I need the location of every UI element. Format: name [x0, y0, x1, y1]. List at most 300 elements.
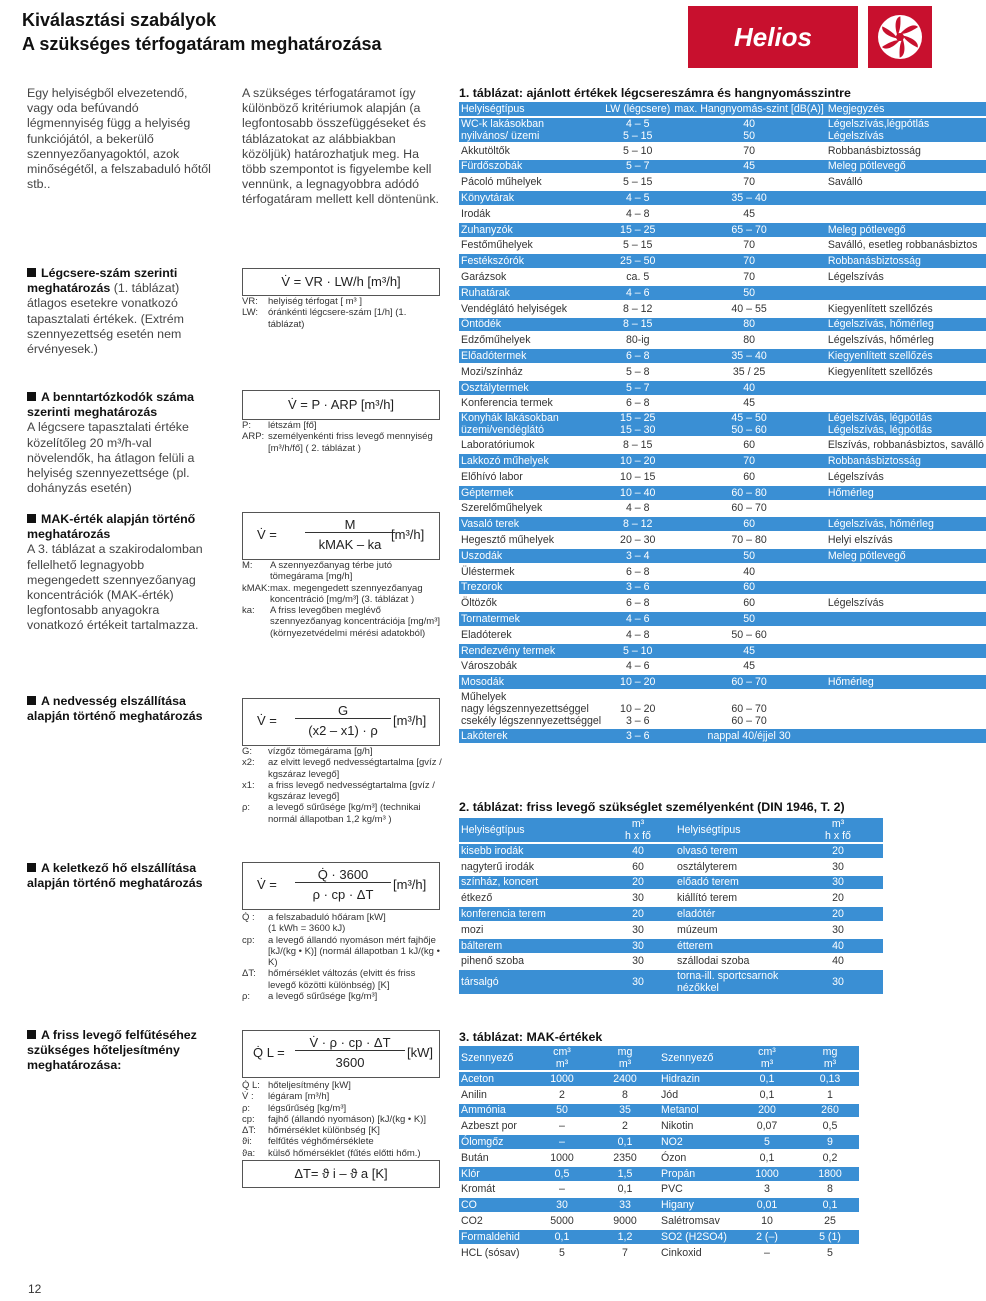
- definition-text: A friss levegőben meglévő szennyezőanyag koncentrációja [mg/m³] (környezetvédelmi mérési adatokból): [269, 605, 441, 639]
- table-cell: 4 – 5: [603, 191, 672, 205]
- table-cell: Lakkozó műhelyek: [459, 454, 603, 468]
- table-cell: 5: [801, 1246, 859, 1260]
- bullet-icon: [27, 514, 36, 523]
- definition-text: a felszabaduló hőáram [kW]: [268, 912, 386, 923]
- table-cell: 65 – 70: [672, 223, 826, 237]
- table-cell: Edzőműhelyek: [459, 333, 603, 347]
- table-cell: nagyterű irodák: [459, 860, 601, 874]
- table-cell: 0,5: [801, 1119, 859, 1133]
- definition-row: [242, 1091, 426, 1102]
- table-cell: 2 (–): [733, 1230, 801, 1244]
- table2: [459, 816, 883, 996]
- table-cell: 45 – 50 50 – 60: [672, 412, 826, 436]
- table-cell: 6 – 8: [603, 596, 672, 610]
- definition-row: [242, 1114, 426, 1125]
- table-cell: 3 – 4: [603, 549, 672, 563]
- table-cell: Kiegyenlített szellőzés: [826, 302, 986, 316]
- table-cell: Saválló, esetleg robbanásbiztos: [826, 239, 986, 253]
- table-cell: olvasó terem: [675, 844, 793, 858]
- table-cell: Lakóterek: [459, 729, 603, 743]
- table-cell: 50 – 60: [672, 628, 826, 642]
- definition-symbol: ΔT:: [242, 1125, 256, 1137]
- definition-row: [242, 912, 442, 923]
- table-cell: max. Hangnyomás-szint [dB(A)]: [674, 102, 824, 115]
- formula-box-2: V̇ = P · ARP [m³/h]: [242, 390, 440, 420]
- table-cell: Légelszívás, hőmérleg: [826, 333, 986, 347]
- table-cell: étterem: [675, 939, 793, 953]
- table-cell: bálterem: [459, 939, 601, 953]
- table-cell: Akkutöltők: [459, 144, 603, 158]
- table-cell: 70 – 80: [672, 533, 826, 547]
- table-cell: 200: [733, 1104, 801, 1118]
- table-row: [459, 517, 986, 531]
- table-cell: 60: [672, 581, 826, 595]
- definition-symbol: ϑa:: [242, 1147, 256, 1159]
- table-cell: 2400: [591, 1072, 659, 1086]
- table-cell: 10 – 20 3 – 6: [603, 691, 672, 727]
- table-row: [459, 1151, 859, 1165]
- definition-symbol: ΔT:: [242, 968, 256, 980]
- definition-text: A szennyezőanyag térbe jutó tömegárama [mg/h]: [269, 560, 392, 583]
- definition-text: külső hőmérséklet (fűtés előtti hőm.): [268, 1147, 421, 1159]
- table-cell: 45: [672, 160, 826, 174]
- definition-symbol: ka:: [242, 605, 255, 617]
- table-cell: 35 – 40: [672, 191, 826, 205]
- definition-row: [242, 991, 442, 1002]
- table-cell: 45: [672, 207, 826, 221]
- table-cell: 10 – 15: [603, 470, 672, 484]
- definition-text: max. megengedett szennyezőanyag koncentráció [mg/m³] (3. táblázat ): [269, 582, 423, 605]
- table-cell: 80-ig: [603, 333, 672, 347]
- section-heat: A keletkező hő elszállítása alapján történő meghatározás: [27, 861, 203, 891]
- definition-row: [242, 583, 442, 606]
- table-row: [459, 1230, 859, 1244]
- title-line-2: A szükséges térfogatáram meghatározása: [22, 34, 382, 54]
- table-cell: CO: [459, 1198, 533, 1212]
- table-cell: Légelszívás: [826, 270, 986, 284]
- table-cell: 0,01: [733, 1198, 801, 1212]
- table-cell: 5: [533, 1246, 591, 1260]
- table-cell: [826, 565, 986, 579]
- table-cell: 30: [793, 876, 883, 890]
- bullet-icon: [27, 696, 36, 705]
- table-cell: 40 50: [672, 118, 826, 142]
- table-cell: 60: [601, 860, 675, 874]
- table-cell: 45: [672, 644, 826, 658]
- definition-text: személyenkénti friss levegő mennyiség [m³/h/fő] ( 2. táblázat ): [268, 431, 433, 454]
- definition-symbol: ARP:: [242, 431, 265, 443]
- table-cell: –: [733, 1246, 801, 1260]
- table-row: [459, 175, 986, 189]
- table-cell: Konyhák lakásokban üzemi/vendéglátó: [459, 412, 603, 436]
- table-cell: PVC: [659, 1183, 733, 1197]
- table-row: [459, 1246, 859, 1260]
- table-cell: 5 – 7: [603, 381, 672, 395]
- formula-defs-3: [242, 560, 442, 639]
- table-cell: Robbanásbiztosság: [826, 144, 986, 158]
- table-cell: 0,07: [733, 1119, 801, 1133]
- definition-text: felfűtés véghőmérséklete: [268, 1136, 374, 1148]
- table-cell: Meleg pótlevegő: [826, 223, 986, 237]
- table-cell: 70: [672, 270, 826, 284]
- definition-symbol: cp:: [242, 1113, 255, 1125]
- table-row: [459, 239, 986, 253]
- table-cell: 1,5: [591, 1167, 659, 1181]
- table-row: [459, 144, 986, 158]
- table-cell: [826, 397, 986, 411]
- table-cell: 40: [672, 381, 826, 395]
- table-row: [459, 270, 986, 284]
- formula-box-3: V̇ = M kMAK – ka [m³/h]: [242, 512, 440, 560]
- table-cell: Helyiségtípus: [459, 102, 603, 116]
- formula-defs-6: [242, 1080, 442, 1159]
- table-cell: 0,2: [801, 1151, 859, 1165]
- table-cell: pihenő szoba: [459, 955, 601, 969]
- table-cell: eladótér: [675, 907, 793, 921]
- table-cell: 20: [601, 876, 675, 890]
- table-cell: [826, 286, 986, 300]
- table-cell: 60: [672, 470, 826, 484]
- table-row: [459, 660, 986, 674]
- table-cell: kiállító terem: [675, 891, 793, 905]
- table-row: [459, 549, 986, 563]
- table-cell: 70: [672, 144, 826, 158]
- table-cell: 6 – 8: [603, 349, 672, 363]
- table-cell: CO2: [459, 1214, 533, 1228]
- table-cell: SO2 (H2SO4): [659, 1230, 733, 1244]
- table-cell: 30: [601, 923, 675, 937]
- table-row: [459, 302, 986, 316]
- table-cell: mozi: [459, 923, 601, 937]
- table-cell: Elszívás, robbanásbiztos, saválló: [827, 439, 984, 452]
- table-cell: 60 – 70 60 – 70: [672, 691, 826, 727]
- table-row: [459, 207, 986, 221]
- definition-text: fajhő (állandó nyomáson) [kJ/(kg • K)]: [268, 1113, 427, 1125]
- table-cell: Vasaló terek: [459, 517, 603, 531]
- table-cell: 35 / 25: [672, 365, 826, 379]
- logo-text: Helios: [733, 21, 813, 52]
- table-cell: 9000: [591, 1214, 659, 1228]
- col2-intro: A szükséges térfogatáramot így különböző kritériumok alapján (a legfontosabb összefüggéseket és táblázatokat az alábbiakban közöljük) határozhatjuk meg. Ha több szempontot is figyelembe kell vennünk, a legnagyobbra adódó térfogatáram mellett kell döntenünk.: [242, 86, 439, 207]
- table-row: [459, 1104, 859, 1118]
- definition-text: óránkénti légcsere-szám [1/h] (1. táblázat): [268, 307, 407, 330]
- table-cell: Kiegyenlített szellőzés: [826, 349, 986, 363]
- table-row: [459, 438, 986, 452]
- table-cell: 80: [672, 318, 826, 332]
- table-cell: Szennyező: [659, 1046, 733, 1070]
- table-cell: 4 – 5 5 – 15: [603, 118, 672, 142]
- table-cell: 50: [672, 612, 826, 626]
- bullet-icon: [27, 268, 36, 277]
- definition-row: [242, 431, 442, 454]
- table-row: [459, 1198, 859, 1212]
- table-cell: Robbanásbiztosság: [826, 254, 986, 268]
- table-cell: Hegesztő műhelyek: [459, 533, 603, 547]
- table-cell: 60 – 70: [672, 675, 826, 689]
- formula-box-7: ΔT= ϑ i – ϑ a [K]: [242, 1160, 440, 1188]
- formula-box-1: V̇ = VR · LW/h [m³/h]: [242, 268, 440, 296]
- table-cell: 50: [672, 286, 826, 300]
- definition-text: a friss levegő nedvességtartalma [gvíz / kgszáraz levegő]: [268, 779, 435, 803]
- table-cell: Propán: [659, 1167, 733, 1181]
- table-row: [459, 1135, 859, 1149]
- table-cell: 50: [533, 1104, 591, 1118]
- table-row: [459, 939, 883, 953]
- formula-defs-2: [242, 420, 442, 454]
- table-row: [459, 191, 986, 205]
- table-cell: 20: [793, 844, 883, 858]
- table-cell: 1800: [801, 1167, 859, 1181]
- table-cell: Szerelőműhelyek: [459, 502, 603, 516]
- table-cell: torna-ill. sportcsarnok nézőkkel: [675, 970, 793, 994]
- table-cell: 60 – 70: [672, 502, 826, 516]
- table-cell: 260: [801, 1104, 859, 1118]
- table-row: [459, 1183, 859, 1197]
- table-cell: 50: [672, 549, 826, 563]
- definition-symbol: LW:: [242, 307, 259, 319]
- table-cell: 15 – 25 15 – 30: [603, 412, 672, 436]
- table-cell: LW (légcsere): [605, 102, 671, 115]
- table-cell: osztályterem: [675, 860, 793, 874]
- table-cell: [826, 612, 986, 626]
- table-cell: Helyiségtípus: [675, 818, 793, 842]
- table-cell: [826, 644, 986, 658]
- table-cell: [826, 381, 986, 395]
- table-cell: 4 – 6: [603, 660, 672, 674]
- table-row: [459, 923, 883, 937]
- table-row: [459, 349, 986, 363]
- definition-symbol: G:: [242, 746, 253, 757]
- table-cell: 60: [672, 596, 826, 610]
- table-row: [459, 397, 986, 411]
- table-cell: 30: [793, 970, 883, 994]
- table-cell: Ólomgőz: [459, 1135, 533, 1149]
- table-cell: 8: [591, 1088, 659, 1102]
- table-row: [459, 628, 986, 642]
- table-cell: Géptermek: [459, 486, 603, 500]
- table-cell: –: [533, 1183, 591, 1197]
- section-humidity: A nedvesség elszállítása alapján történő meghatározás: [27, 694, 203, 724]
- table-cell: HCL (sósav): [459, 1246, 533, 1260]
- table-cell: színház, koncert: [459, 876, 601, 890]
- table-cell: 30: [601, 939, 675, 953]
- table-cell: 5 – 15: [603, 175, 672, 189]
- table-cell: 0,13: [801, 1072, 859, 1086]
- table-cell: Eladóterek: [459, 628, 603, 642]
- table-cell: 10 – 40: [603, 486, 672, 500]
- table-cell: 4 – 8: [603, 628, 672, 642]
- table-cell: 45: [672, 397, 826, 411]
- table-cell: Nikotin: [659, 1119, 733, 1133]
- table3: [459, 1044, 859, 1262]
- definition-row: [242, 420, 442, 431]
- definition-text: létszám [fő]: [268, 420, 317, 431]
- definition-row: [242, 1080, 426, 1091]
- table-cell: [826, 191, 986, 205]
- definition-symbol: ρ:: [242, 1102, 251, 1114]
- table-row: [459, 1214, 859, 1228]
- table-cell: 1,2: [591, 1230, 659, 1244]
- table-cell: 4 – 8: [603, 207, 672, 221]
- table-cell: 10: [733, 1214, 801, 1228]
- table-cell: Aceton: [459, 1072, 533, 1086]
- table-cell: 30: [601, 970, 675, 994]
- table-cell: Fürdőszobák: [459, 160, 603, 174]
- table-cell: m³ h x fő: [793, 818, 883, 842]
- table-cell: 10 – 20: [603, 675, 672, 689]
- formula-defs-1: [242, 296, 442, 330]
- definition-text: (1 kWh = 3600 kJ): [268, 923, 346, 935]
- table-cell: 70: [672, 239, 826, 253]
- table-row: [459, 454, 986, 468]
- table-cell: 4 – 6: [603, 612, 672, 626]
- table-cell: Hőmérleg: [826, 675, 986, 689]
- table-row: [459, 729, 986, 743]
- table-cell: 5 – 8: [603, 365, 672, 379]
- definition-text: a levegő sűrűsége [kg/m³] (technikai normál állapotban 1,2 kg/m³ ): [268, 802, 421, 825]
- table-cell: Bután: [459, 1151, 533, 1165]
- definition-row: [242, 1136, 426, 1147]
- table-cell: 0,5: [533, 1167, 591, 1181]
- table-cell: 3: [733, 1183, 801, 1197]
- table-cell: Metanol: [659, 1104, 733, 1118]
- table-cell: 0,1: [733, 1151, 801, 1165]
- table-cell: Előadótermek: [459, 349, 603, 363]
- table-cell: Garázsok: [459, 270, 603, 284]
- table-cell: Laboratóriumok: [459, 438, 603, 452]
- table-cell: Tornatermek: [459, 612, 603, 626]
- table-row: [459, 844, 883, 858]
- definition-text: légsűrűség [kg/m³]: [268, 1102, 347, 1114]
- table-row: [459, 365, 986, 379]
- definition-row: [242, 780, 442, 803]
- table-cell: 25: [801, 1214, 859, 1228]
- fan-icon: [868, 6, 932, 68]
- table-row: [459, 502, 986, 516]
- table-cell: 60 – 80: [672, 486, 826, 500]
- table-cell: szállodai szoba: [675, 955, 793, 969]
- table-cell: 0,1: [733, 1072, 801, 1086]
- definition-row: [242, 923, 442, 934]
- table-cell: 20: [601, 907, 675, 921]
- table-row: [459, 691, 986, 727]
- definition-text: hőmérséklet különbség [K]: [268, 1125, 380, 1137]
- table-cell: Kiegyenlített szellőzés: [826, 365, 986, 379]
- table-row: [459, 1072, 859, 1086]
- table-cell: Ruhatárak: [459, 286, 603, 300]
- definition-symbol: P:: [242, 420, 251, 431]
- title-line-1: Kiválasztási szabályok: [22, 10, 217, 30]
- definition-symbol: VR:: [242, 296, 258, 307]
- table-cell: 2350: [591, 1151, 659, 1165]
- definition-symbol: [242, 923, 268, 934]
- table-row: [459, 675, 986, 689]
- table-cell: Irodák: [459, 207, 603, 221]
- table-cell: Szennyező: [459, 1046, 533, 1070]
- table-cell: 70: [672, 454, 826, 468]
- table-cell: 15 – 25: [603, 223, 672, 237]
- definition-symbol: M:: [242, 560, 253, 571]
- page-number: 12: [28, 1282, 42, 1296]
- table-row: [459, 644, 986, 658]
- table-cell: [826, 729, 986, 743]
- table-cell: Konferencia termek: [459, 397, 603, 411]
- table-cell: 20: [793, 891, 883, 905]
- table-cell: Pácoló műhelyek: [459, 175, 603, 189]
- definition-text: az elvitt levegő nedvességtartalma [gvíz / kgszáraz levegő]: [268, 757, 442, 780]
- table-cell: 2: [533, 1088, 591, 1102]
- table-cell: 8 – 15: [603, 438, 672, 452]
- table-cell: múzeum: [675, 923, 793, 937]
- table-cell: ca. 5: [603, 270, 672, 284]
- table-cell: 0,1: [591, 1183, 659, 1197]
- table-cell: Előhívó labor: [459, 470, 603, 484]
- table-row: [459, 286, 986, 300]
- table-cell: Öntödék: [459, 318, 603, 332]
- table-cell: 60: [672, 517, 826, 531]
- table-header-row: [459, 102, 986, 116]
- definition-symbol: Q̇ L:: [242, 1080, 260, 1091]
- definition-text: helyiség térfogat [ m³ ]: [268, 296, 362, 307]
- table-cell: 30: [601, 955, 675, 969]
- table-cell: NO2: [659, 1135, 733, 1149]
- table-cell: 33: [591, 1198, 659, 1212]
- definition-row: [242, 307, 442, 330]
- table-header-row: [459, 1046, 859, 1070]
- definition-row: [242, 757, 442, 780]
- table-cell: 20 – 30: [603, 533, 672, 547]
- table-cell: m³ h x fő: [601, 818, 675, 842]
- table-cell: [826, 691, 986, 727]
- table-row: [459, 581, 986, 595]
- table2-title: 2. táblázat: friss levegő szükséglet személyenként (DIN 1946, T. 2): [459, 800, 845, 814]
- table-cell: 3 – 6: [603, 729, 672, 743]
- table-cell: Légelszívás, hőmérleg: [826, 517, 986, 531]
- table-cell: 8 – 15: [603, 318, 672, 332]
- table-cell: 30: [601, 891, 675, 905]
- definition-row: [242, 746, 442, 757]
- definition-row: [242, 1125, 426, 1136]
- table-cell: társalgó: [459, 970, 601, 994]
- table-cell: 1000: [533, 1151, 591, 1165]
- table-cell: 35 – 40: [672, 349, 826, 363]
- table1: [459, 100, 986, 745]
- definition-symbol: x1:: [242, 779, 255, 791]
- table-cell: Higany: [659, 1198, 733, 1212]
- table-cell: 0,1: [733, 1088, 801, 1102]
- table-cell: Formaldehid: [459, 1230, 533, 1244]
- table-cell: 8: [801, 1183, 859, 1197]
- table-cell: Légelszívás: [826, 596, 986, 610]
- table-cell: 40: [793, 955, 883, 969]
- table-cell: Légelszívás, hőmérleg: [826, 318, 986, 332]
- table-cell: Ammónia: [459, 1104, 533, 1118]
- table-cell: Öltözők: [459, 596, 603, 610]
- intro-text: Egy helyiségből elvezetendő, vagy oda befúvandó légmennyiség függ a helyiség funkciójától, a bekerülő szennyezőanyagoktól, azok minőségétől, a felszabaduló hőtől stb..: [27, 86, 211, 192]
- table-cell: 5 – 7: [603, 160, 672, 174]
- table-cell: 2: [591, 1119, 659, 1133]
- table-cell: konferencia terem: [459, 907, 601, 921]
- table-cell: 6 – 8: [603, 565, 672, 579]
- definition-text: légáram [m³/h]: [268, 1091, 330, 1103]
- definition-symbol: kMAK:: [242, 582, 270, 594]
- table-cell: 8 – 12: [603, 517, 672, 531]
- table-cell: Légelszívás: [826, 470, 986, 484]
- table-row: [459, 876, 883, 890]
- bullet-icon: [27, 1030, 36, 1039]
- table-cell: 1000: [533, 1072, 591, 1086]
- definition-text: hőmérséklet változás (elvitt és friss levegő közötti különbség) [K]: [268, 968, 416, 991]
